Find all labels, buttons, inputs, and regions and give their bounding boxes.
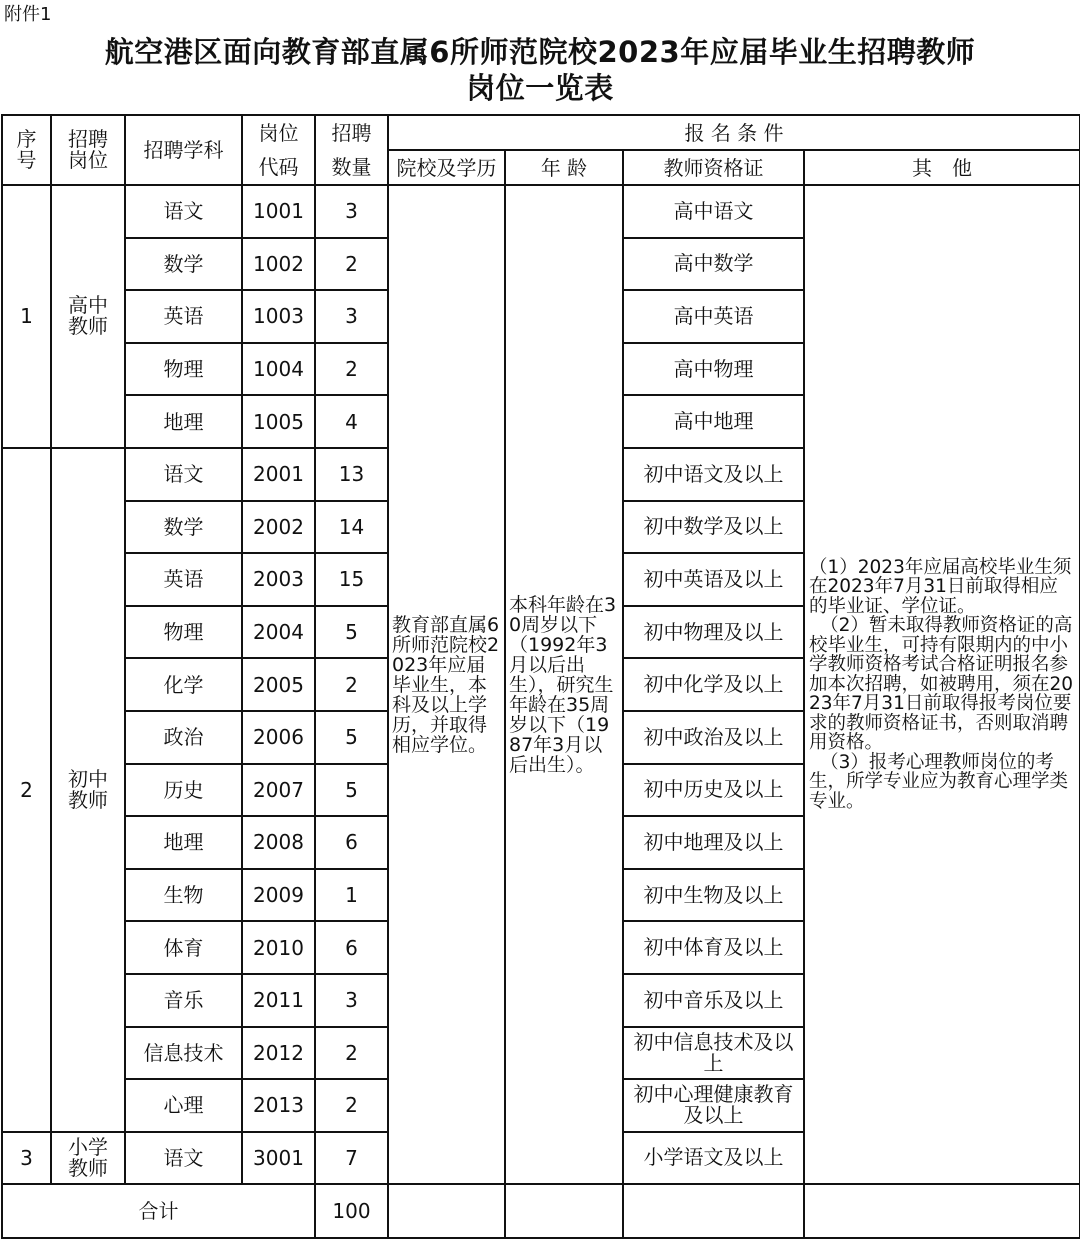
count-cell: 1 (315, 869, 388, 922)
header-subject: 招聘学科 (125, 115, 242, 185)
count-cell: 15 (315, 553, 388, 606)
cert-cell: 初中体育及以上 (623, 921, 804, 974)
subject-cell: 政治 (125, 711, 242, 764)
group-post: 小学教师 (51, 1132, 125, 1185)
cert-cell: 初中音乐及以上 (623, 974, 804, 1027)
count-cell: 6 (315, 921, 388, 974)
code-cell: 1003 (242, 290, 315, 343)
cert-cell: 初中信息技术及以上 (623, 1027, 804, 1080)
header-seq: 序号 (2, 115, 51, 185)
subject-cell: 信息技术 (125, 1027, 242, 1080)
subject-cell: 体育 (125, 921, 242, 974)
recruitment-table (1, 114, 1080, 1239)
subject-cell: 地理 (125, 395, 242, 448)
cert-cell: 初中生物及以上 (623, 869, 804, 922)
cert-cell: 高中数学 (623, 238, 804, 291)
cert-cell: 初中英语及以上 (623, 553, 804, 606)
cert-cell: 高中英语 (623, 290, 804, 343)
subject-cell: 数学 (125, 238, 242, 291)
subject-cell: 物理 (125, 606, 242, 659)
total-count: 100 (315, 1184, 388, 1238)
cert-cell: 初中语文及以上 (623, 448, 804, 501)
other-requirement-item: （1）2023年应届高校毕业生须在2023年7月31日前取得相应的毕业证、学位证。 (809, 556, 1072, 617)
cert-cell: 初中政治及以上 (623, 711, 804, 764)
code-cell: 2008 (242, 816, 315, 869)
subject-cell: 历史 (125, 764, 242, 817)
code-cell: 2001 (242, 448, 315, 501)
group-seq: 3 (2, 1132, 51, 1185)
count-cell: 13 (315, 448, 388, 501)
cert-cell: 初中物理及以上 (623, 606, 804, 659)
count-cell: 2 (315, 1079, 388, 1132)
cert-cell: 初中地理及以上 (623, 816, 804, 869)
count-cell: 5 (315, 606, 388, 659)
code-cell: 1004 (242, 343, 315, 396)
subject-cell: 语文 (125, 448, 242, 501)
code-cell: 2006 (242, 711, 315, 764)
count-cell: 5 (315, 764, 388, 817)
subject-cell: 生物 (125, 869, 242, 922)
title-line-1: 航空港区面向教育部直属6所师范院校2023年应届毕业生招聘教师 (104, 35, 976, 69)
total-empty-cell (804, 1184, 1080, 1238)
count-cell: 5 (315, 711, 388, 764)
code-cell: 2012 (242, 1027, 315, 1080)
title-line-2: 岗位一览表 (466, 71, 614, 105)
cert-cell: 初中历史及以上 (623, 764, 804, 817)
other-requirement-item: （3）报考心理教师岗位的考生，所学专业应为教育心理学类专业。 (809, 751, 1069, 812)
cert-cell: 高中地理 (623, 395, 804, 448)
subject-cell: 英语 (125, 553, 242, 606)
subject-cell: 语文 (125, 1132, 242, 1185)
cert-cell: 小学语文及以上 (623, 1132, 804, 1185)
header-count: 招聘数量 (315, 115, 388, 185)
cert-cell: 初中数学及以上 (623, 501, 804, 554)
subject-cell: 地理 (125, 816, 242, 869)
group-seq: 2 (2, 448, 51, 1132)
total-empty-cell (505, 1184, 623, 1238)
code-cell: 3001 (242, 1132, 315, 1185)
count-cell: 4 (315, 395, 388, 448)
subject-cell: 语文 (125, 185, 242, 238)
code-cell: 1001 (242, 185, 315, 238)
other-requirement-item: （2）暂未取得教师资格证的高校毕业生，可持有限期内的中小学教师资格考试合格证明报名参加本次招聘，如被聘用，须在2023年7月31日前取得报考岗位要求的教师资格证书，否则取消聘用资格。 (809, 615, 1074, 754)
count-cell: 3 (315, 974, 388, 1027)
code-cell: 2011 (242, 974, 315, 1027)
code-cell: 2009 (242, 869, 315, 922)
code-cell: 2004 (242, 606, 315, 659)
cert-cell: 高中语文 (623, 185, 804, 238)
code-cell: 1002 (242, 238, 315, 291)
count-cell: 2 (315, 658, 388, 711)
page-title (0, 34, 1080, 106)
group-post: 初中教师 (51, 448, 125, 1132)
count-cell: 2 (315, 238, 388, 291)
group-post: 高中教师 (51, 185, 125, 448)
code-cell: 2010 (242, 921, 315, 974)
other-requirements (804, 185, 1080, 1184)
total-row (2, 1184, 1080, 1238)
total-label: 合计 (2, 1184, 315, 1238)
cert-cell: 初中化学及以上 (623, 658, 804, 711)
code-cell: 2003 (242, 553, 315, 606)
attachment-label: 附件1 (4, 4, 52, 25)
code-cell: 1005 (242, 395, 315, 448)
subject-cell: 英语 (125, 290, 242, 343)
header-conditions: 报 名 条 件 (388, 115, 1080, 150)
count-cell: 6 (315, 816, 388, 869)
subject-cell: 数学 (125, 501, 242, 554)
code-cell: 2005 (242, 658, 315, 711)
count-cell: 2 (315, 343, 388, 396)
count-cell: 7 (315, 1132, 388, 1185)
subject-cell: 心理 (125, 1079, 242, 1132)
count-cell: 14 (315, 501, 388, 554)
header-post: 招聘岗位 (51, 115, 125, 185)
header-age: 年 龄 (505, 150, 623, 185)
cert-cell: 初中心理健康教育及以上 (623, 1079, 804, 1132)
code-cell: 2007 (242, 764, 315, 817)
total-empty-cell (388, 1184, 505, 1238)
school-edu-requirement: 教育部直属6所师范院校2023年应届毕业生，本科及以上学历，并取得相应学位。 (388, 185, 505, 1184)
code-cell: 2013 (242, 1079, 315, 1132)
header-cert: 教师资格证 (623, 150, 804, 185)
group-seq: 1 (2, 185, 51, 448)
total-empty-cell (623, 1184, 804, 1238)
code-cell: 2002 (242, 501, 315, 554)
table-row (2, 185, 1080, 238)
cert-cell: 高中物理 (623, 343, 804, 396)
header-other: 其 他 (804, 150, 1080, 185)
header-school-edu: 院校及学历 (388, 150, 505, 185)
age-requirement: 本科年龄在30周岁以下（1992年3月以后出生），研究生年龄在35周岁以下（1987年3月以后出生）。 (505, 185, 623, 1184)
header-code: 岗位代码 (242, 115, 315, 185)
count-cell: 3 (315, 290, 388, 343)
subject-cell: 化学 (125, 658, 242, 711)
count-cell: 2 (315, 1027, 388, 1080)
count-cell: 3 (315, 185, 388, 238)
subject-cell: 物理 (125, 343, 242, 396)
subject-cell: 音乐 (125, 974, 242, 1027)
